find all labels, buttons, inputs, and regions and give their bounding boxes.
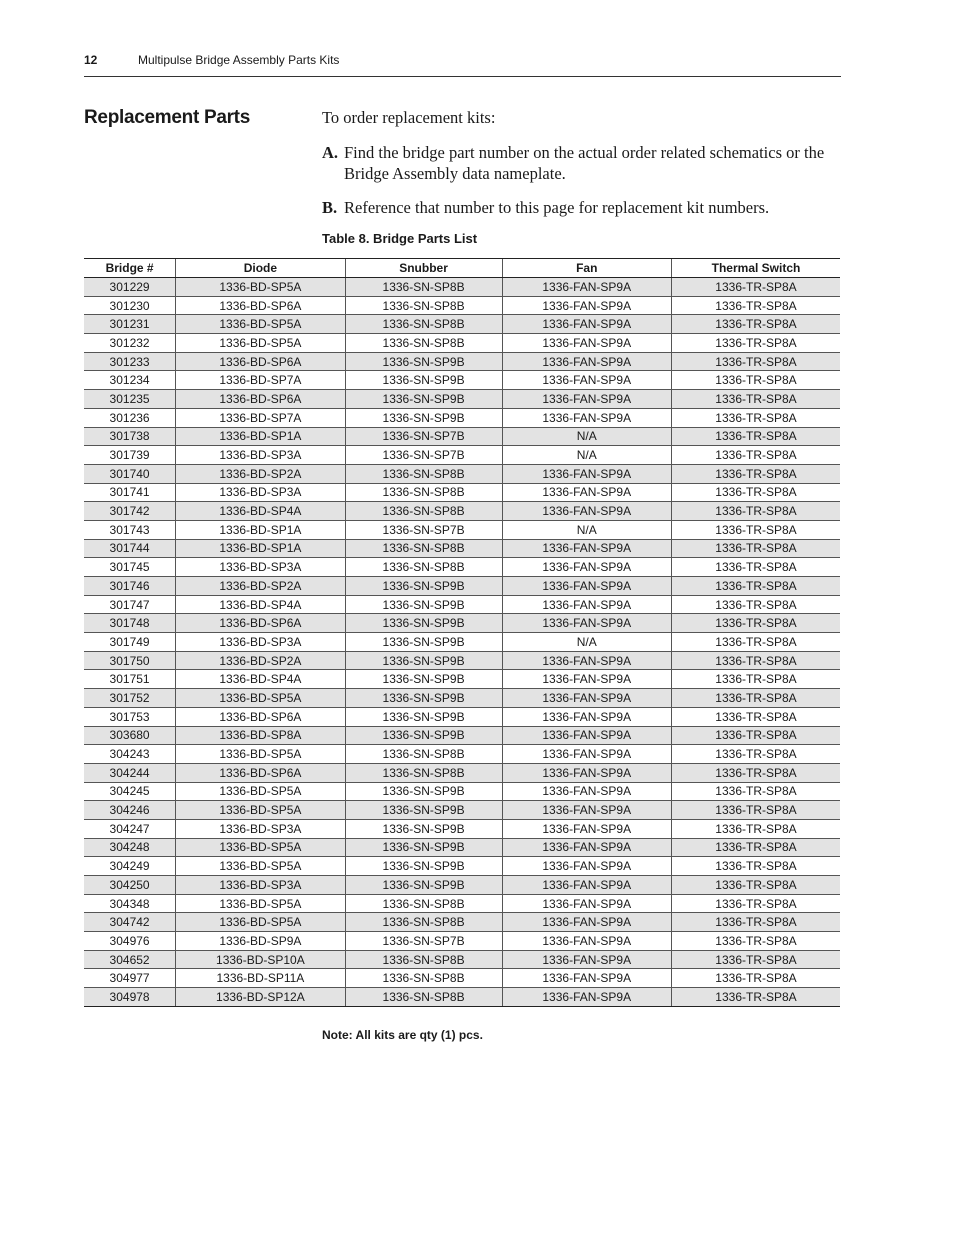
table-caption: Table 8. Bridge Parts List [322,231,478,246]
table-header-row [84,259,840,278]
table-cell: 1336-BD-SP10A [176,950,345,969]
bridge-parts-table [84,258,840,1007]
table-cell: 1336-BD-SP3A [176,558,345,577]
table-cell: 1336-TR-SP8A [671,427,840,446]
table-cell: 304652 [84,950,176,969]
table-row [84,483,840,502]
table-cell: 1336-SN-SP9B [345,838,502,857]
table-cell: 1336-BD-SP6A [176,614,345,633]
table-cell: 1336-BD-SP2A [176,577,345,596]
column-header: Diode [176,259,345,278]
table-cell: 1336-BD-SP5A [176,801,345,820]
table-row [84,969,840,988]
table-cell: 304348 [84,894,176,913]
table-cell: 1336-BD-SP3A [176,633,345,652]
table-cell: 1336-FAN-SP9A [502,278,671,297]
step-b [322,197,842,218]
table-cell: 1336-SN-SP9B [345,819,502,838]
table-cell: 301750 [84,651,176,670]
table-row [84,446,840,465]
table-cell: 1336-TR-SP8A [671,913,840,932]
table-cell: 1336-TR-SP8A [671,689,840,708]
table-cell: 301233 [84,352,176,371]
table-cell: 1336-TR-SP8A [671,595,840,614]
table-cell: 1336-TR-SP8A [671,876,840,895]
table-cell: 1336-SN-SP9B [345,801,502,820]
table-cell: 1336-SN-SP8B [345,763,502,782]
table-cell: 301748 [84,614,176,633]
table-cell: 304977 [84,969,176,988]
table-body [84,278,840,1007]
table-cell: 301746 [84,577,176,596]
table-row [84,782,840,801]
column-header: Bridge # [84,259,176,278]
table-row [84,334,840,353]
table-cell: 1336-SN-SP8B [345,969,502,988]
table-cell: 304247 [84,819,176,838]
table-cell: 1336-SN-SP9B [345,371,502,390]
table-cell: 1336-FAN-SP9A [502,334,671,353]
section-title: Replacement Parts [84,107,250,128]
table-cell: 1336-FAN-SP9A [502,726,671,745]
table-cell: 301745 [84,558,176,577]
table-cell: 1336-TR-SP8A [671,969,840,988]
table-cell: 1336-BD-SP12A [176,988,345,1007]
table-cell: 301229 [84,278,176,297]
table-cell: 1336-FAN-SP9A [502,352,671,371]
table-cell: 301235 [84,390,176,409]
table-cell: 1336-BD-SP6A [176,763,345,782]
table-row [84,502,840,521]
table-row [84,950,840,969]
table-cell: 1336-FAN-SP9A [502,969,671,988]
table-cell: 1336-FAN-SP9A [502,819,671,838]
table-cell: 1336-BD-SP5A [176,838,345,857]
table-cell: 1336-BD-SP5A [176,334,345,353]
table-cell: 1336-FAN-SP9A [502,371,671,390]
table-cell: 301744 [84,539,176,558]
table-cell: 301739 [84,446,176,465]
table-row [84,595,840,614]
table-cell: 301234 [84,371,176,390]
table-cell: 1336-FAN-SP9A [502,745,671,764]
table-cell: 301230 [84,296,176,315]
table-cell: 1336-SN-SP7B [345,446,502,465]
table-cell: 1336-BD-SP5A [176,278,345,297]
table-row [84,763,840,782]
table-cell: 301753 [84,707,176,726]
table-cell: 1336-SN-SP8B [345,334,502,353]
table-cell: 1336-TR-SP8A [671,390,840,409]
table-cell: 304250 [84,876,176,895]
table-cell: 1336-BD-SP5A [176,894,345,913]
table-cell: 1336-SN-SP8B [345,558,502,577]
table-row [84,857,840,876]
table-cell: 1336-SN-SP9B [345,707,502,726]
table-cell: 1336-FAN-SP9A [502,315,671,334]
step-text: Find the bridge part number on the actual order related schematics or the Bridge Assembly data nameplate. [344,143,825,183]
table-cell: 1336-SN-SP9B [345,390,502,409]
table-cell: 1336-BD-SP5A [176,782,345,801]
table-cell: 1336-SN-SP8B [345,950,502,969]
column-header: Fan [502,259,671,278]
table-row [84,408,840,427]
table-cell: 1336-BD-SP5A [176,857,345,876]
table-cell: 1336-FAN-SP9A [502,670,671,689]
table-cell: 1336-BD-SP5A [176,745,345,764]
table-cell: 1336-SN-SP9B [345,408,502,427]
table-cell: 1336-BD-SP5A [176,315,345,334]
table-cell: 301740 [84,464,176,483]
table-cell: 1336-TR-SP8A [671,819,840,838]
table-cell: 1336-FAN-SP9A [502,464,671,483]
table-cell: 1336-FAN-SP9A [502,988,671,1007]
table-row [84,876,840,895]
table-cell: 1336-FAN-SP9A [502,558,671,577]
table-cell: 1336-TR-SP8A [671,726,840,745]
table-row [84,278,840,297]
table-cell: 1336-FAN-SP9A [502,950,671,969]
table-cell: 1336-TR-SP8A [671,446,840,465]
page-header [84,52,841,77]
table-cell: 1336-SN-SP7B [345,427,502,446]
table-row [84,689,840,708]
table-cell: 1336-BD-SP2A [176,651,345,670]
table-cell: 1336-FAN-SP9A [502,483,671,502]
table-note: Note: All kits are qty (1) pcs. [322,1028,483,1042]
table-cell: 1336-BD-SP7A [176,408,345,427]
table-cell: 1336-TR-SP8A [671,558,840,577]
table-cell: 1336-TR-SP8A [671,670,840,689]
table-cell: 1336-BD-SP4A [176,670,345,689]
table-row [84,558,840,577]
table-cell: 301231 [84,315,176,334]
table-cell: 1336-BD-SP6A [176,707,345,726]
table-cell: 301752 [84,689,176,708]
page-number: 12 [84,53,98,67]
table-cell: 1336-BD-SP6A [176,352,345,371]
table-cell: 1336-SN-SP8B [345,278,502,297]
table-cell: 1336-TR-SP8A [671,763,840,782]
table-cell: N/A [502,520,671,539]
table-cell: 1336-SN-SP9B [345,876,502,895]
table-row [84,745,840,764]
table-cell: 1336-TR-SP8A [671,988,840,1007]
table-cell: 1336-BD-SP3A [176,483,345,502]
table-row [84,670,840,689]
table-cell: 1336-TR-SP8A [671,520,840,539]
table-cell: 1336-FAN-SP9A [502,296,671,315]
table-cell: 1336-BD-SP6A [176,296,345,315]
table-row [84,539,840,558]
table-row [84,371,840,390]
table-cell: 1336-TR-SP8A [671,894,840,913]
table-cell: 301232 [84,334,176,353]
table-cell: 1336-SN-SP8B [345,483,502,502]
table-cell: 1336-FAN-SP9A [502,894,671,913]
table-row [84,614,840,633]
table-cell: 1336-TR-SP8A [671,464,840,483]
table-cell: 1336-FAN-SP9A [502,651,671,670]
intro-text: To order replacement kits: [322,108,496,127]
table-cell: 1336-SN-SP9B [345,633,502,652]
table-cell: 303680 [84,726,176,745]
table-cell: 1336-TR-SP8A [671,950,840,969]
table-cell: 1336-BD-SP11A [176,969,345,988]
table-cell: 301747 [84,595,176,614]
table-row [84,801,840,820]
table-cell: 1336-SN-SP8B [345,296,502,315]
table-cell: 1336-TR-SP8A [671,352,840,371]
table-cell: 1336-SN-SP9B [345,352,502,371]
table-cell: 1336-FAN-SP9A [502,838,671,857]
table-cell: 1336-FAN-SP9A [502,539,671,558]
table-cell: 1336-FAN-SP9A [502,782,671,801]
table-cell: 1336-TR-SP8A [671,296,840,315]
table-cell: 301738 [84,427,176,446]
table-cell: 304249 [84,857,176,876]
table-cell: 304742 [84,913,176,932]
table-cell: 1336-TR-SP8A [671,633,840,652]
table-cell: 1336-SN-SP9B [345,782,502,801]
table-cell: 1336-FAN-SP9A [502,857,671,876]
table-cell: 1336-FAN-SP9A [502,913,671,932]
table-cell: 1336-BD-SP5A [176,913,345,932]
table-cell: 304246 [84,801,176,820]
table-cell: 1336-TR-SP8A [671,371,840,390]
table-cell: 1336-TR-SP8A [671,651,840,670]
table-cell: 1336-SN-SP8B [345,745,502,764]
table-cell: 1336-SN-SP9B [345,689,502,708]
table-cell: 1336-TR-SP8A [671,315,840,334]
table-cell: 1336-FAN-SP9A [502,876,671,895]
table-cell: 304976 [84,932,176,951]
table-cell: 1336-BD-SP1A [176,520,345,539]
table-cell: 1336-SN-SP8B [345,464,502,483]
table-cell: 1336-TR-SP8A [671,745,840,764]
table-row [84,427,840,446]
table-cell: 1336-SN-SP9B [345,726,502,745]
table-cell: 1336-TR-SP8A [671,502,840,521]
table-cell: 1336-BD-SP7A [176,371,345,390]
table-row [84,520,840,539]
table-cell: 1336-FAN-SP9A [502,390,671,409]
table-cell: 1336-TR-SP8A [671,577,840,596]
table-row [84,707,840,726]
table-cell: 1336-SN-SP7B [345,932,502,951]
table-cell: 1336-BD-SP3A [176,819,345,838]
table-cell: 1336-SN-SP7B [345,520,502,539]
table-cell: 1336-BD-SP8A [176,726,345,745]
table-cell: 1336-FAN-SP9A [502,577,671,596]
table-row [84,988,840,1007]
table-cell: 1336-SN-SP8B [345,502,502,521]
running-title: Multipulse Bridge Assembly Parts Kits [138,53,340,67]
table-cell: 1336-FAN-SP9A [502,707,671,726]
table-cell: 1336-FAN-SP9A [502,689,671,708]
table-row [84,819,840,838]
table-row [84,726,840,745]
step-a [322,142,842,184]
table-cell: 301751 [84,670,176,689]
table-cell: 1336-FAN-SP9A [502,763,671,782]
table-cell: 304244 [84,763,176,782]
step-text: Reference that number to this page for replacement kit numbers. [344,198,770,217]
table-cell: 1336-BD-SP6A [176,390,345,409]
table-cell: 1336-TR-SP8A [671,857,840,876]
table-cell: 304248 [84,838,176,857]
table-row [84,894,840,913]
table-cell: 301236 [84,408,176,427]
table-cell: 1336-BD-SP1A [176,539,345,558]
column-header: Thermal Switch [671,259,840,278]
table-cell: 1336-TR-SP8A [671,539,840,558]
table-cell: 1336-FAN-SP9A [502,502,671,521]
table-cell: 1336-SN-SP9B [345,857,502,876]
table-cell: N/A [502,633,671,652]
table-cell: N/A [502,427,671,446]
column-header: Snubber [345,259,502,278]
table-cell: 1336-SN-SP8B [345,913,502,932]
table-cell: 1336-TR-SP8A [671,801,840,820]
table-cell: 1336-FAN-SP9A [502,932,671,951]
table-cell: 301749 [84,633,176,652]
table-cell: 1336-TR-SP8A [671,932,840,951]
table-cell: 1336-TR-SP8A [671,408,840,427]
table-cell: N/A [502,446,671,465]
table-cell: 304978 [84,988,176,1007]
table-cell: 1336-BD-SP4A [176,502,345,521]
table-cell: 1336-BD-SP1A [176,427,345,446]
table-cell: 1336-SN-SP9B [345,577,502,596]
table-cell: 1336-FAN-SP9A [502,408,671,427]
table-cell: 1336-SN-SP8B [345,988,502,1007]
table-row [84,390,840,409]
table-cell: 1336-SN-SP9B [345,651,502,670]
table-cell: 1336-FAN-SP9A [502,614,671,633]
table-cell: 1336-FAN-SP9A [502,595,671,614]
table-cell: 1336-SN-SP8B [345,539,502,558]
table-cell: 1336-BD-SP5A [176,689,345,708]
table-cell: 1336-SN-SP9B [345,670,502,689]
table-cell: 1336-FAN-SP9A [502,801,671,820]
table-row [84,913,840,932]
table-cell: 1336-BD-SP3A [176,446,345,465]
table-row [84,651,840,670]
table-row [84,577,840,596]
table-cell: 1336-BD-SP4A [176,595,345,614]
table-cell: 1336-TR-SP8A [671,707,840,726]
table-cell: 301742 [84,502,176,521]
step-letter: A. [322,143,339,162]
table-cell: 301743 [84,520,176,539]
step-letter: B. [322,198,338,217]
table-cell: 1336-TR-SP8A [671,838,840,857]
table-cell: 1336-TR-SP8A [671,278,840,297]
table-row [84,315,840,334]
table-cell: 1336-BD-SP9A [176,932,345,951]
table-cell: 1336-BD-SP2A [176,464,345,483]
table-cell: 1336-SN-SP9B [345,614,502,633]
table-cell: 1336-SN-SP8B [345,894,502,913]
table-cell: 1336-TR-SP8A [671,782,840,801]
table-row [84,838,840,857]
table-cell: 1336-BD-SP3A [176,876,345,895]
table-row [84,352,840,371]
table-row [84,932,840,951]
table-cell: 304243 [84,745,176,764]
table-cell: 1336-SN-SP9B [345,595,502,614]
table-cell: 1336-TR-SP8A [671,334,840,353]
table-row [84,296,840,315]
table-cell: 304245 [84,782,176,801]
table-cell: 1336-TR-SP8A [671,614,840,633]
table-row [84,633,840,652]
table-cell: 1336-SN-SP8B [345,315,502,334]
table-cell: 1336-TR-SP8A [671,483,840,502]
table-row [84,464,840,483]
table-cell: 301741 [84,483,176,502]
